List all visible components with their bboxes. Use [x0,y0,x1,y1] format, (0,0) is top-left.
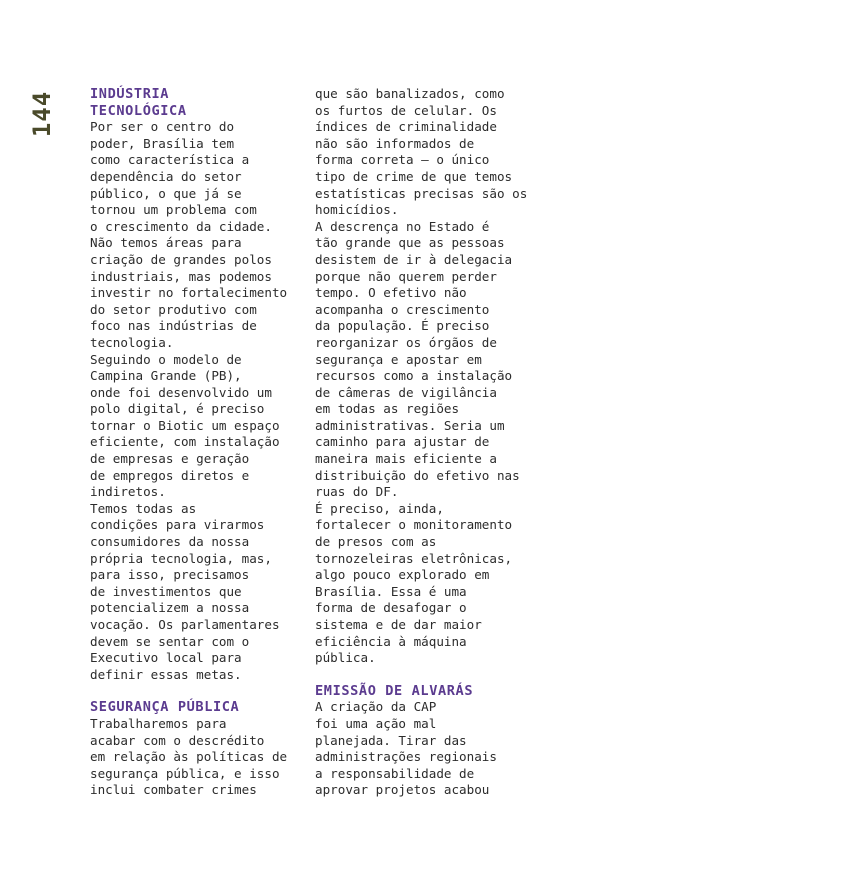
text-line: própria tecnologia, mas, [90,550,272,566]
text-line: administrativas. Seria um [315,417,505,433]
text-line: potencializem a nossa [90,600,250,616]
text-line: que são banalizados, como [315,86,505,101]
section-seguranca-publica-continued [315,86,540,667]
text-line: os furtos de celular. Os [315,102,497,118]
text-line: fortalecer o monitoramento [315,517,513,533]
text-line: distribuição do efetivo nas [315,467,520,483]
text-line: condições para virarmos [90,517,265,533]
heading-line: EMISSÃO DE ALVARÁS [315,682,474,699]
text-line: da população. É preciso [315,318,490,334]
text-line: vocação. Os parlamentares [90,617,280,632]
text-line: tecnologia. [90,334,174,350]
text-line: estatísticas precisas são os [315,185,528,201]
text-line: maneira mais eficiente a [315,451,497,467]
text-line: industriais, mas podemos [90,268,272,284]
text-line: indiretos. [90,484,166,500]
text-line: forma correta — o único [315,152,490,168]
text-line: acompanha o crescimento [315,301,490,317]
text-line: porque não querem perder [315,268,497,284]
heading-line: SEGURANÇA PÚBLICA [90,699,240,716]
text-line: a responsabilidade de [315,765,475,781]
text-line: Trabalharemos para [90,715,227,731]
section-spacer [90,683,305,699]
text-line: planejada. Tirar das [315,732,467,748]
text-line: Seguindo o modelo de [90,351,242,367]
section-seguranca-publica [90,699,305,799]
text-line: em todas as regiões [315,401,460,417]
text-line: devem se sentar com o [90,633,250,649]
text-line: de câmeras de vigilância [315,384,497,400]
text-line: homicídios. [315,202,399,218]
text-line: algo pouco explorado em [315,567,490,583]
text-line: consumidores da nossa [90,534,250,550]
text-line: segurança e apostar em [315,351,482,367]
text-line: onde foi desenvolvido um [90,384,272,400]
text-line: acabar com o descrédito [90,732,265,748]
text-line: recursos como a instalação [315,368,513,384]
text-line: dependência do setor [90,168,242,184]
section-emissao-de-alvaras [315,683,540,799]
text-line: Executivo local para [90,650,242,666]
text-line: caminho para ajustar de [315,434,490,450]
text-line: Temos todas as [90,500,197,516]
section-heading [90,86,305,119]
section-heading [90,699,305,716]
text-line: tão grande que as pessoas [315,235,505,251]
text-line: Não temos áreas para [90,235,242,251]
text-line: A descrença no Estado é [315,218,490,234]
text-line: A criação da CAP [315,699,437,715]
text-line: foco nas indústrias de [90,318,257,334]
paragraph [90,716,305,799]
section-spacer [315,667,540,683]
text-line: forma de desafogar o [315,600,467,616]
text-line: definir essas metas. [90,666,242,682]
text-line: poder, Brasília tem [90,135,235,151]
text-line: público, o que já se [90,185,242,201]
text-line: segurança pública, e isso [90,765,280,781]
text-line: em relação às políticas de [90,749,288,765]
text-line: criação de grandes polos [90,251,272,267]
text-line: de empregos diretos e [90,467,250,483]
text-line: índices de criminalidade [315,119,497,135]
text-line: inclui combater crimes [90,782,257,798]
paragraph [315,501,540,667]
page-number [27,88,57,140]
text-line: eficiência à máquina [315,633,467,649]
text-line: tipo de crime de que temos [315,168,513,184]
right-column [315,86,540,799]
text-line: não são informados de [315,135,475,151]
text-line: como característica a [90,152,250,168]
section-heading [315,683,540,700]
text-line: foi uma ação mal [315,715,437,731]
text-line: ruas do DF. [315,484,399,500]
text-line: tempo. O efetivo não [315,285,467,301]
text-line: É preciso, ainda, [315,500,444,516]
text-line: desistem de ir à delegacia [315,251,513,267]
text-line: do setor produtivo com [90,301,257,317]
paragraph [90,352,305,501]
text-line: de empresas e geração [90,451,250,467]
text-line: Campina Grande (PB), [90,368,242,384]
text-line: tornar o Biotic um espaço [90,417,280,433]
paragraph [315,699,540,799]
text-line: polo digital, é preciso [90,401,265,417]
paragraph [90,501,305,684]
text-line: de presos com as [315,534,437,550]
paragraph [90,119,305,351]
text-line: administrações regionais [315,749,497,765]
left-column [90,86,305,799]
text-line: aprovar projetos acabou [315,782,490,798]
text-line: Brasília. Essa é uma [315,583,467,599]
heading-line: TECNOLÓGICA [90,102,187,119]
text-line: reorganizar os órgãos de [315,334,497,350]
text-line: de investimentos que [90,583,242,599]
page-number-text: 144 [28,90,56,138]
paragraph [315,86,540,219]
text-line: eficiente, com instalação [90,434,280,450]
text-line: pública. [315,650,376,666]
paragraph [315,219,540,501]
section-industria-tecnologica [90,86,305,683]
text-line: tornozeleiras eletrônicas, [315,550,513,566]
text-line: sistema e de dar maior [315,617,482,632]
text-line: investir no fortalecimento [90,285,288,301]
text-line: o crescimento da cidade. [90,218,272,234]
text-line: Por ser o centro do [90,119,235,135]
text-line: para isso, precisamos [90,567,250,583]
text-line: tornou um problema com [90,202,257,218]
heading-line: INDÚSTRIA [90,86,170,102]
